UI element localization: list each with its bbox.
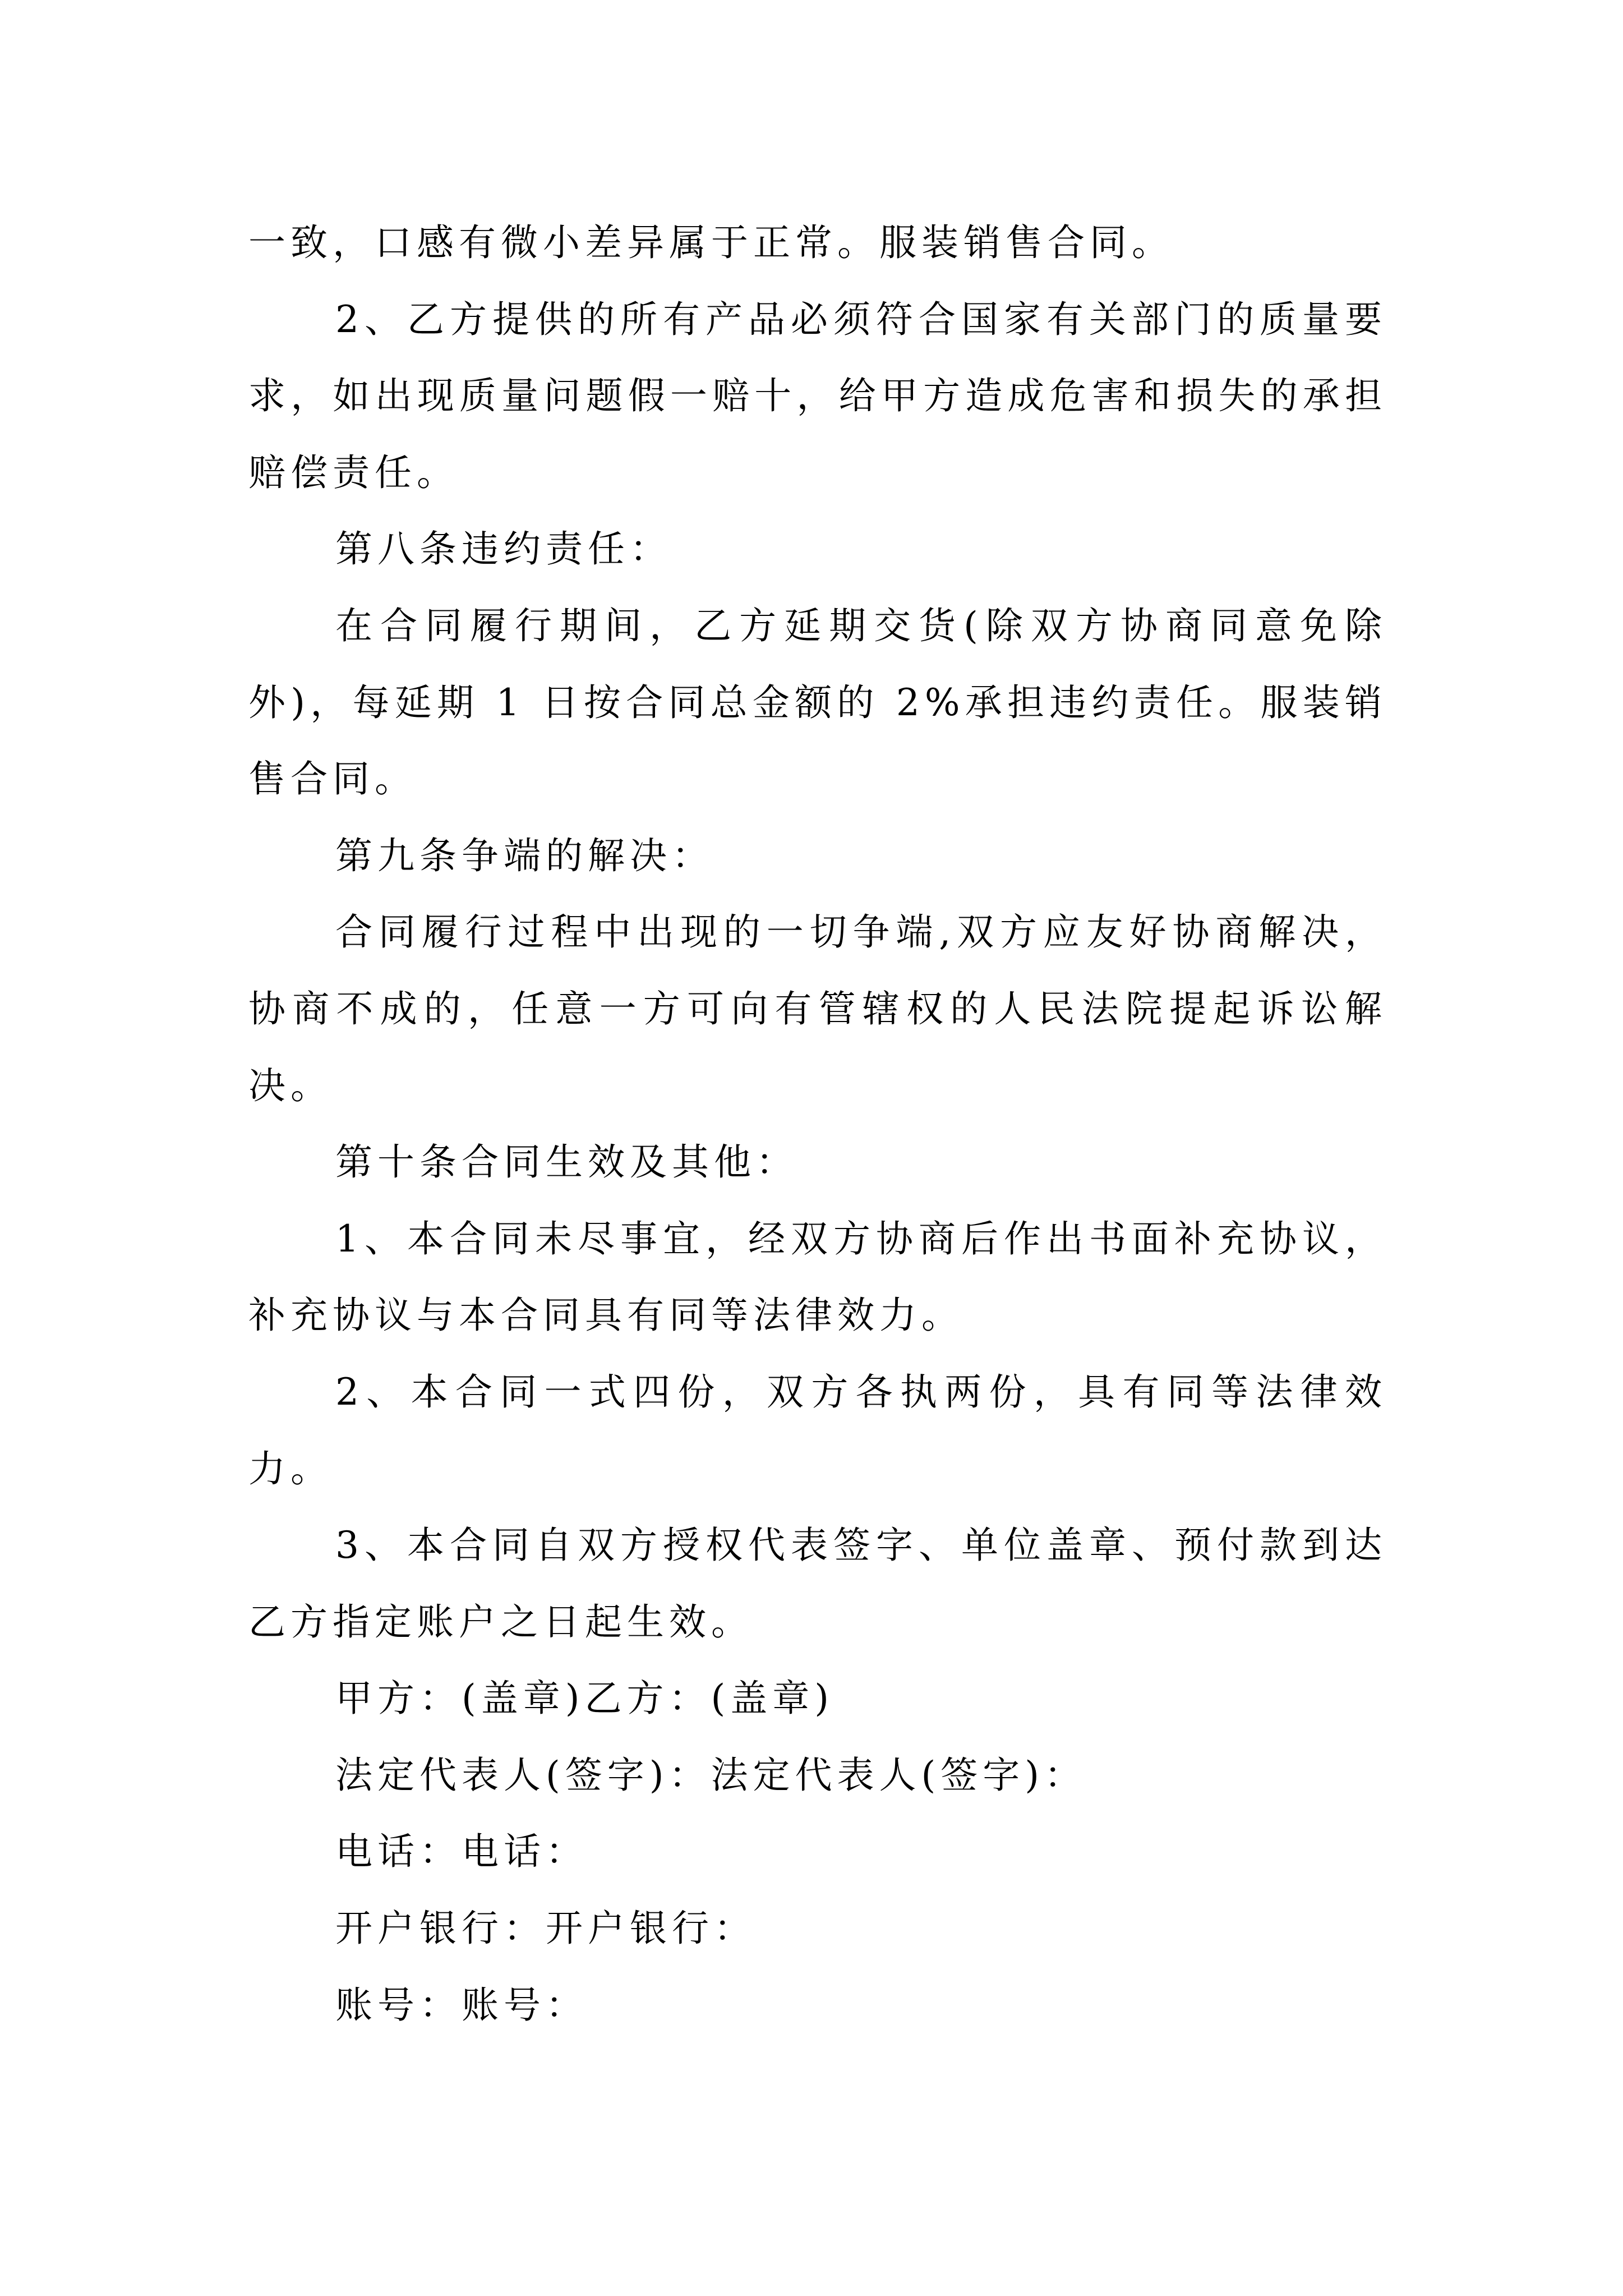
heading-article-10: 第十条合同生效及其他： (335, 1140, 798, 1184)
heading-article-9: 第九条争端的解决： (335, 834, 714, 877)
paragraph-supplementary-agreement: 1、本合同未尽事宜，经双方协商后作出书面补充协议，补充协议与本合同具有同等法律效力。 (248, 1217, 1387, 1337)
paragraph-dispute-resolution: 合同履行过程中出现的一切争端,双方应友好协商解决，协商不成的，任意一方可向有管辖权的人民法院提起诉讼解决。 (248, 910, 1387, 1107)
paragraph-breach-liability: 在合同履行期间，乙方延期交货(除双方协商同意免除外)，每延期 1 日按合同总金额的 2%承担违约责任。服装销售合同。 (248, 604, 1387, 801)
signature-line-bank: 开户银行：开户银行： (335, 1907, 756, 1950)
signature-line-phone: 电话：电话： (335, 1830, 588, 1874)
document-body (248, 205, 1387, 2044)
signature-line-account: 账号：账号： (335, 1983, 588, 2027)
paragraph-quality-requirement: 2、乙方提供的所有产品必须符合国家有关部门的质量要求，如出现质量问题假一赔十，给甲方造成危害和损失的承担赔偿责任。 (248, 297, 1387, 494)
signature-line-seal: 甲方：(盖章)乙方：(盖章) (335, 1677, 834, 1720)
paragraph-quality-note: 一致，口感有微小差异属于正常。服装销售合同。 (248, 221, 1174, 264)
signature-line-legal-rep: 法定代表人(签字)：法定代表人(签字)： (335, 1753, 1086, 1797)
paragraph-copies: 2、本合同一式四份，双方各执两份，具有同等法律效力。 (248, 1370, 1387, 1490)
heading-article-8: 第八条违约责任： (335, 527, 672, 571)
paragraph-effective-date: 3、本合同自双方授权代表签字、单位盖章、预付款到达乙方指定账户之日起生效。 (248, 1524, 1387, 1644)
